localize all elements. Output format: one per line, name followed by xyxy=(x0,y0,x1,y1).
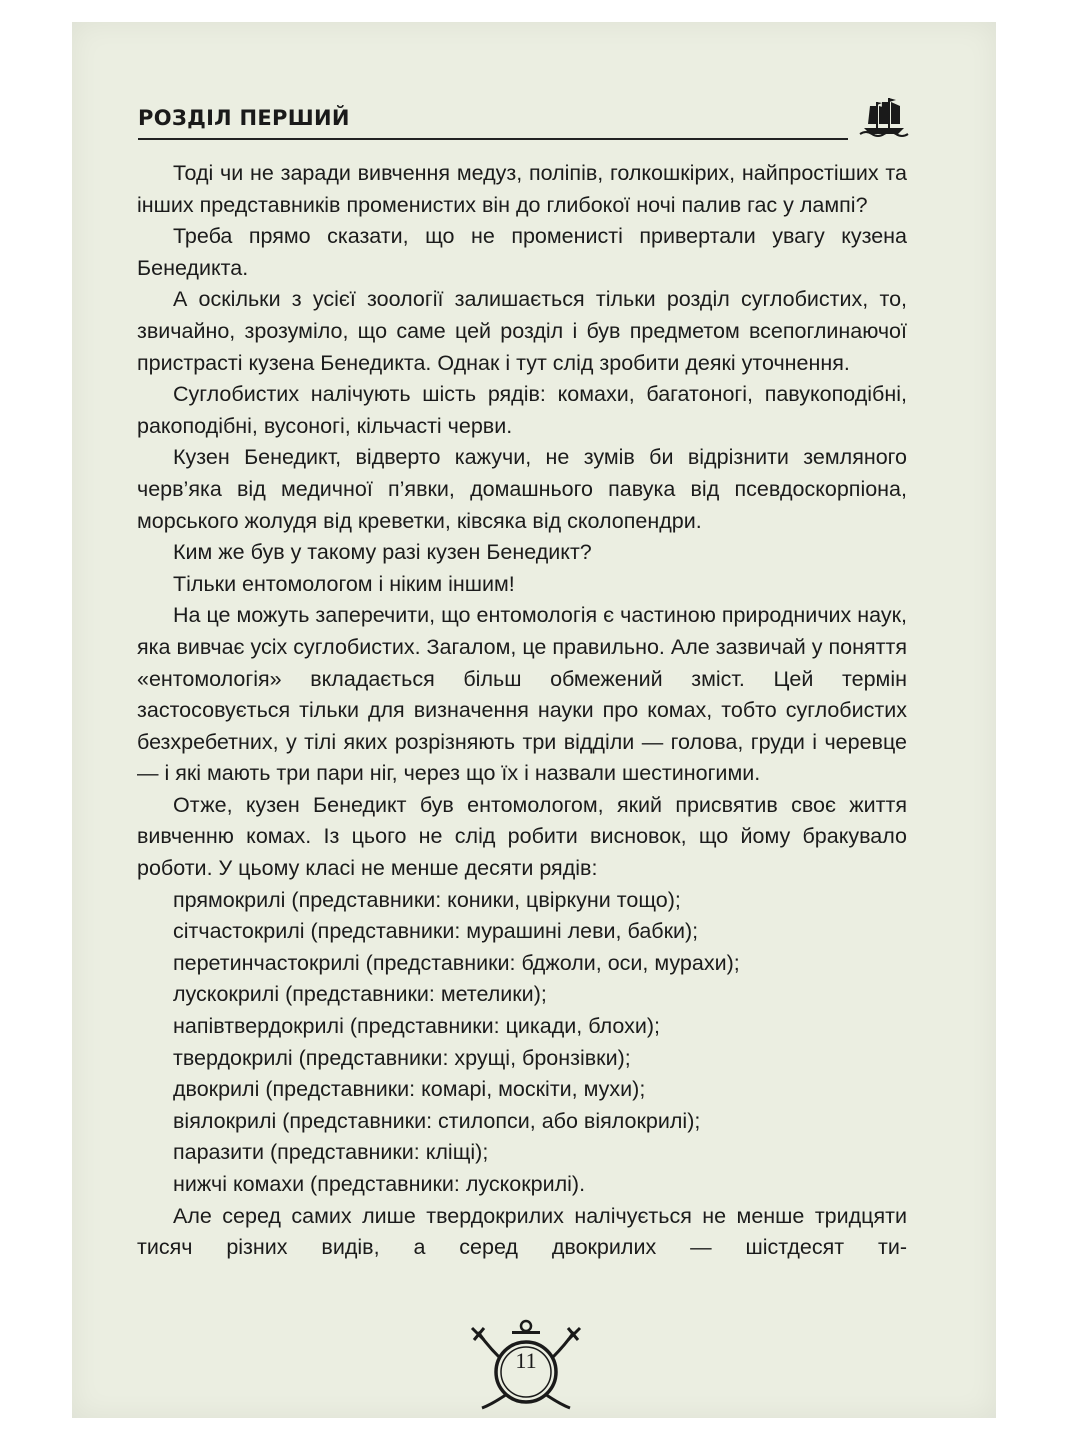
page-number: 11 xyxy=(515,1348,537,1373)
paragraph: Кузен Бенедикт, відверто кажучи, не зумів би відрізнити земляного черв’яка від медичної п’явки, домашнього павука від псевдоскорпіона, морського жолудя від креветки, ківсяка від сколопендри. xyxy=(137,445,907,533)
list-item: напівтвердокрилі (представники: цикади, блохи); xyxy=(173,1014,660,1039)
paragraph: Суглобистих налічують шість рядів: комахи, багатоногі, павукоподібні, ракоподібні, вусоногі, кільчасті черви. xyxy=(137,382,907,438)
list-item: перетинчастокрилі (представники: бджоли, оси, мурахи); xyxy=(173,950,740,975)
page-number-emblem xyxy=(466,1318,586,1414)
paragraph: Тоді чи не заради вивчення медуз, поліпів, голкошкірих, найпростіших та інших представників променистих він до глибокої ночі палив гас у лампі? xyxy=(137,161,907,217)
list-item: віялокрилі (представники: стилопси, або віялокрилі); xyxy=(173,1108,701,1133)
list-item: двокрилі (представники: комарі, москіти, мухи); xyxy=(173,1077,646,1102)
paragraph: Отже, кузен Бенедикт був ентомологом, який присвятив своє життя вивченню комах. Із цього не слід робити висновок, що йому бракувало роботи. У цьому класі не менше десяти рядів: xyxy=(137,792,907,881)
paragraph: На це можуть заперечити, що ентомологія є частиною природничих наук, яка вивчає усіх суглобистих. Загалом, це правильно. Але зазвичай у поняття «ентомологія» вкладається більш обмежений зміст. Цей термін застосовується тільки для визначення науки про комах, тобто суглобистих безхребетних, у тілі яких розрізняють три відділи — голова, груди і черевце — і які мають три пари ніг, через що їх і назвали шестиногими. xyxy=(137,603,907,786)
paragraph: Ким же був у такому разі кузен Бенедикт? xyxy=(173,540,592,565)
list-item: прямокрилі (представники: коники, цвіркуни тощо); xyxy=(173,887,681,912)
list-item: нижчі комахи (представники: лускокрилі). xyxy=(173,1172,586,1196)
book-page xyxy=(72,22,996,1418)
list-item: твердокрилі (представники: хрущі, бронзівки); xyxy=(173,1045,631,1070)
running-header xyxy=(138,94,906,144)
list-item: лускокрилі (представники: метелики); xyxy=(173,982,547,1007)
header-rule xyxy=(138,138,848,140)
paragraph: Треба прямо сказати, що не променисті привертали увагу кузена Бенедикта. xyxy=(137,224,907,280)
list-item: паразити (представники: кліщі); xyxy=(173,1140,489,1165)
paragraph: Але серед самих лише твердокрилих налічується не менше тридцяти тисяч різних видів, а серед двокрилих — шістдесят ти- xyxy=(137,1203,907,1260)
page-body xyxy=(137,158,907,1264)
list-item: сітчастокрилі (представники: мурашині леви, бабки); xyxy=(173,919,699,944)
paragraph: А оскільки з усієї зоології залишається тільки розділ суглобистих, то, звичайно, зрозуміло, що саме цей розділ і був предметом всепоглинаючої пристрасті кузена Бенедикта. Однак і тут слід зробити деякі уточнення. xyxy=(137,287,907,375)
ship-icon xyxy=(856,94,912,140)
paragraph: Тільки ентомологом і ніким іншим! xyxy=(173,571,515,596)
chapter-title: РОЗДІЛ ПЕРШИЙ xyxy=(138,106,350,130)
